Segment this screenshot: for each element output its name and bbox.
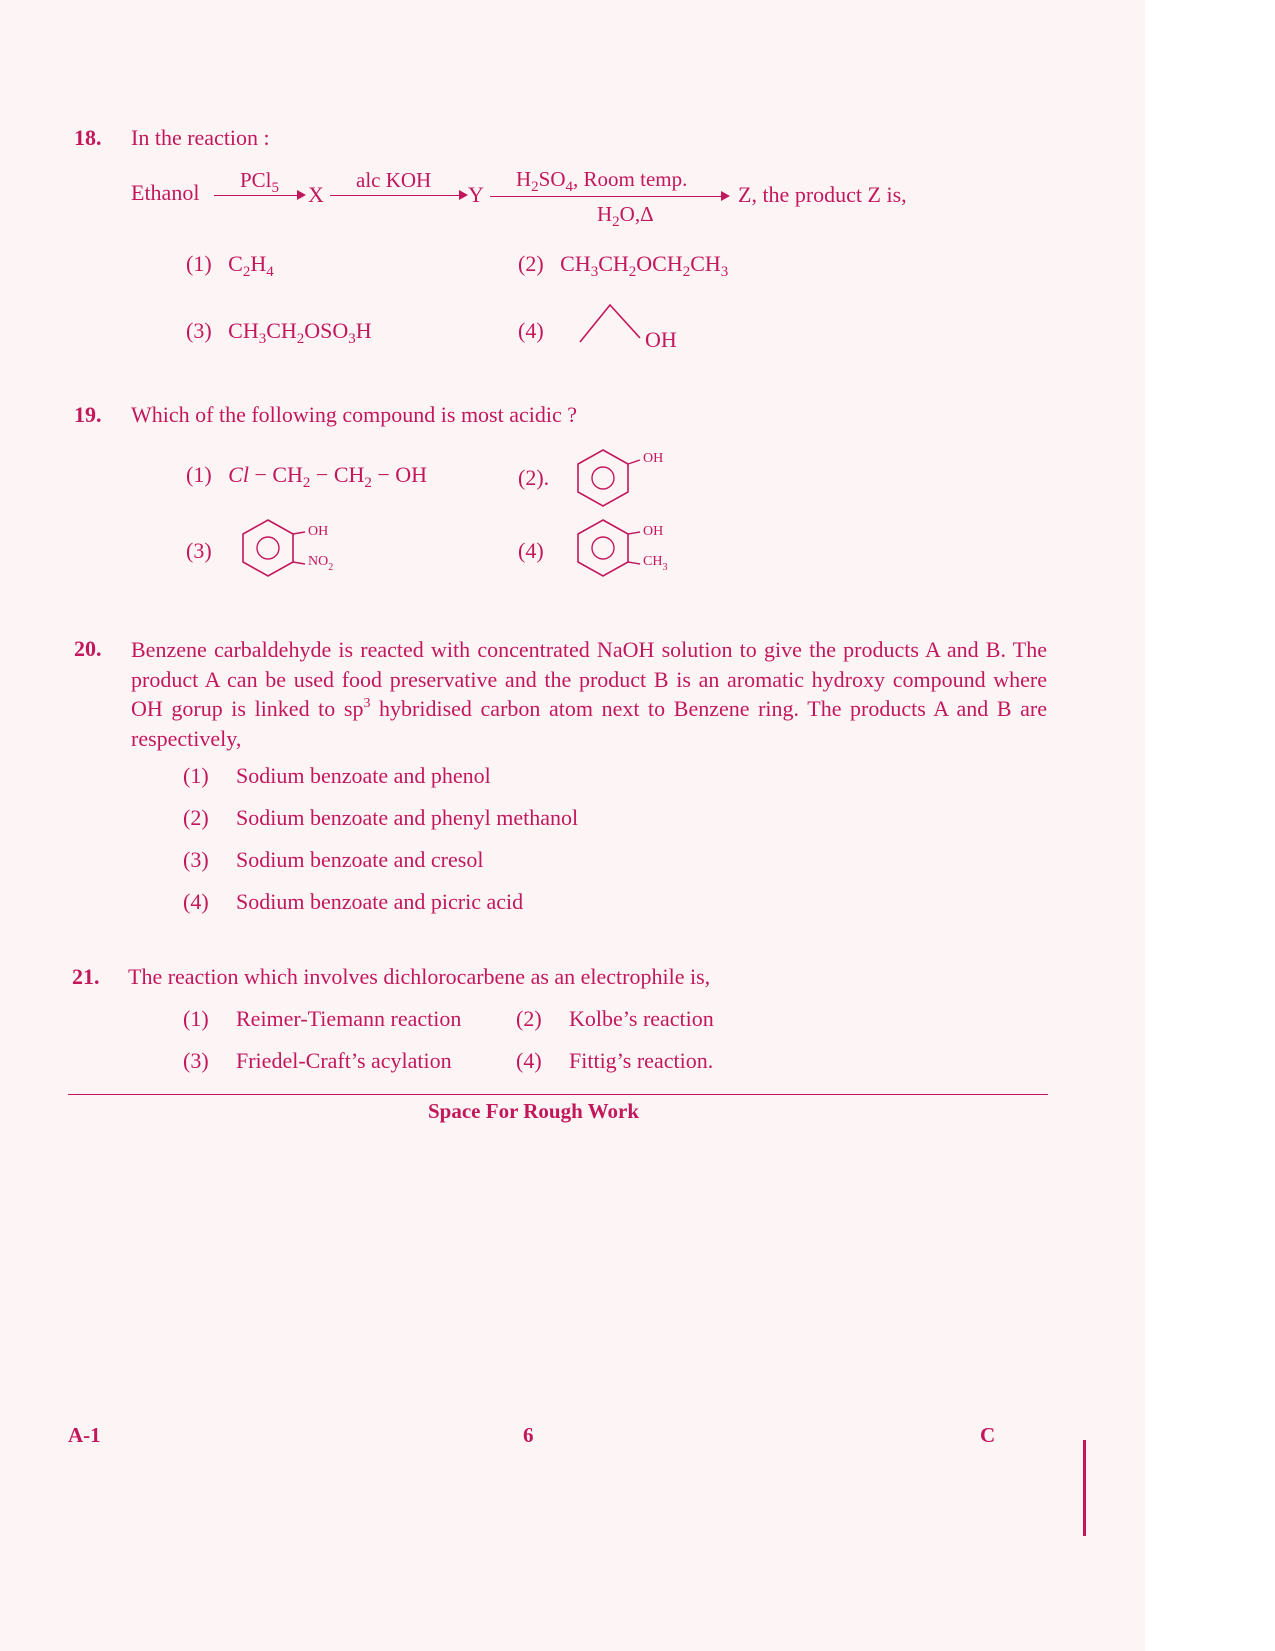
q18-arrow3 <box>490 196 728 197</box>
q18-option-1: (1) $C_2H_4$ <box>186 251 274 280</box>
q19-option-4-label: (4) <box>518 538 544 563</box>
q19-option-3-oh: OH <box>308 524 329 539</box>
q21-stem: The reaction which involves dichlorocarbene as an electrophile is, <box>128 964 711 989</box>
q19-option-1: (1) $Cl - CH_2 - CH_2$ − OH <box>186 462 428 491</box>
rough-work-divider <box>68 1094 1048 1095</box>
q18-option-4-label: (4) <box>518 318 544 343</box>
booklet-series: C <box>980 1423 996 1447</box>
q20-text: Benzene carbaldehyde is reacted with concentrated NaOH solution to give the products A and B. The product A can be used food preservative and the product B is an aromatic hydroxy compound where OH gorup is linked to $sp^3$ hybridised carbon atom next to Benzene ring. The products A and B are respectively, <box>131 637 1047 751</box>
rough-work-label: Space For Rough Work <box>428 1099 640 1123</box>
q18-reactant: Ethanol <box>131 180 200 205</box>
q21-number: 21. <box>72 964 100 989</box>
page-margin <box>1145 0 1275 1651</box>
q19-option-3-no2: $NO_2$ <box>308 554 334 573</box>
q18-reagent3-top: $H_2SO_4$, Room temp. <box>516 167 688 195</box>
q18-option-2: (2) $CH_3CH_2OCH_2CH_3$ <box>518 251 729 280</box>
q20-option-2: (2) Sodium benzoate and phenyl methanol <box>183 805 579 830</box>
q20-option-3: (3) Sodium benzoate and cresol <box>183 847 484 872</box>
q19-option-2-oh: OH <box>643 451 664 466</box>
q18-intermediate-y: Y <box>468 182 484 207</box>
q19-option-3-nitrophenol-ring <box>237 518 299 578</box>
binding-mark <box>1083 1440 1086 1536</box>
q18-option-4-oh: OH <box>645 327 677 352</box>
q19-option-4-ch3: $CH_3$ <box>643 554 668 573</box>
footer-code: A-1 <box>68 1423 101 1447</box>
q18-arrow2 <box>330 195 466 196</box>
q19-option-4-oh: OH <box>643 524 664 539</box>
q20-number: 20. <box>74 636 102 661</box>
q18-reagent3-bottom: $H_2O,\Delta$ <box>597 202 654 230</box>
q20-option-1: (1) Sodium benzoate and phenol <box>183 763 491 788</box>
q19-number: 19. <box>74 402 102 427</box>
q21-option-3: (3) Friedel-Craft’s acylation <box>183 1048 452 1073</box>
q19-option-4-cresol-ring <box>572 518 634 578</box>
q18-option-3: (3) $CH_3CH_2OSO_3H$ <box>186 318 372 347</box>
q21-option-1: (1) Reimer-Tiemann reaction <box>183 1006 462 1031</box>
q19-option-2-phenol-ring <box>572 448 634 508</box>
q19-option-2-label: (2). <box>518 465 550 490</box>
q18-arrow1 <box>214 195 304 196</box>
page-number: 6 <box>523 1423 534 1447</box>
q21-option-2: (2) Kolbe’s reaction <box>516 1006 714 1031</box>
q18-number: 18. <box>74 125 102 150</box>
q18-reagent1: PCl$_5$ <box>240 168 280 196</box>
q18-intermediate-x: X <box>308 182 324 207</box>
q19-stem: Which of the following compound is most acidic ? <box>131 402 578 427</box>
q20-option-4: (4) Sodium benzoate and picric acid <box>183 889 524 914</box>
q19-option-3-label: (3) <box>186 538 212 563</box>
q18-stem: In the reaction : <box>131 125 270 150</box>
q18-reagent2: alc KOH <box>356 168 432 192</box>
q18-tail: Z, the product Z is, <box>738 182 907 207</box>
q21-option-4: (4) Fittig’s reaction. <box>516 1048 714 1073</box>
